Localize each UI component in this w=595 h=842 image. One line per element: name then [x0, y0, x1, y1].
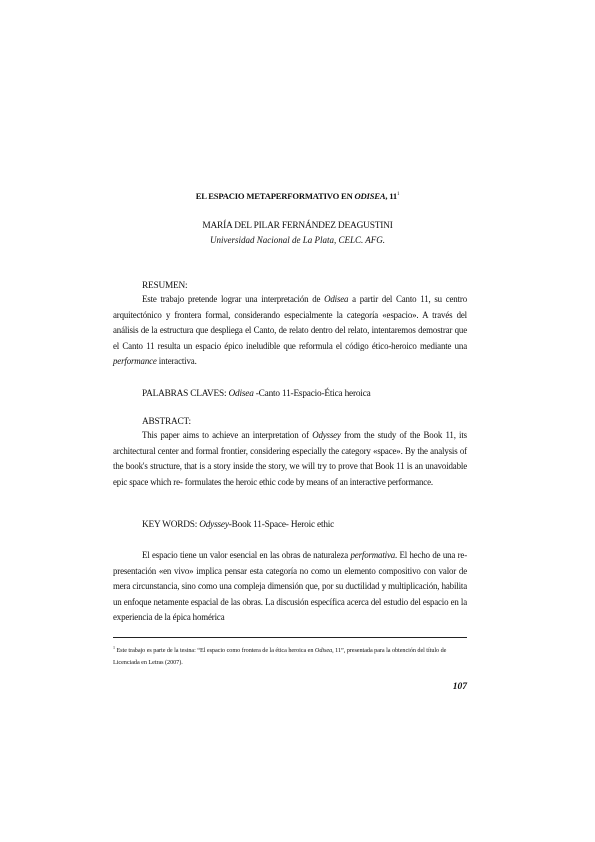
abstract-paragraph: This paper aims to achieve an interpretation of Odyssey from the study of the Book 11, its architectural center and formal frontier, considering especially the category «space». By the analysis of the book's structure, that is a story inside the story, we will try to prove that Book 11 is an unavoidable epic space which re- formulates the heroic ethic code by means of an interactive performance. [113, 430, 467, 487]
footnote-divider [113, 637, 467, 638]
resumen-paragraph: Este trabajo pretende lograr una interpretación de Odisea a partir del Canto 11, su centro arquitectónico y frontera formal, considerando especialmente la categoría «espacio». A través del análisis de la estructura que despliega el Canto, de relato dentro del relato, intentaremos demostrar que el Canto 11 resulta un espacio épico ineludible que reformula el código ético-heroico mediante una performance interactiva. [113, 294, 467, 367]
title-text: EL ESPACIO METAPERFORMATIVO EN [195, 191, 355, 201]
author-affiliation: Universidad Nacional de La Plata, CELC. AFG. [209, 235, 386, 245]
footnote: $^1$ Este trabajo es parte de la tesina: “El espacio como frontera de la ética heroica en Odisea, 11”, presentada para la obtención del título de Licenciada en Letras (2007). [113, 645, 447, 667]
author-name: MARÍA DEL PILAR FERNÁNDEZ DEAGUSTINI [202, 221, 393, 231]
abstract-heading: ABSTRACT: [142, 417, 191, 427]
resumen-heading: RESUMEN: [142, 281, 188, 291]
page-number: 107 [452, 682, 467, 692]
body-paragraph: El espacio tiene un valor esencial en las obras de naturaleza performativa. El hecho de una re-presentación «en vivo» implica pensar esta categoría no como un elemento compositivo con valor de mera circunstancia, sino como una compleja dimensión que, por su ductilidad y multiplicación, habilita un enfoque netamente espacial de las obras. La discusión específica acerca del estudio del espacio en la experiencia de la épica homérica [113, 550, 467, 623]
key-words: KEY WORDS: Odyssey-Book 11-Space- Heroic ethic [142, 520, 335, 530]
title-work: ODISEA [354, 191, 386, 201]
footnote-reference[interactable]: 1 [396, 192, 400, 198]
article-title [0, 191, 595, 201]
palabras-claves: PALABRAS CLAVES: Odisea -Canto 11-Espacio-Ética heroica [142, 389, 371, 399]
title-suffix: , 11 [385, 191, 397, 201]
